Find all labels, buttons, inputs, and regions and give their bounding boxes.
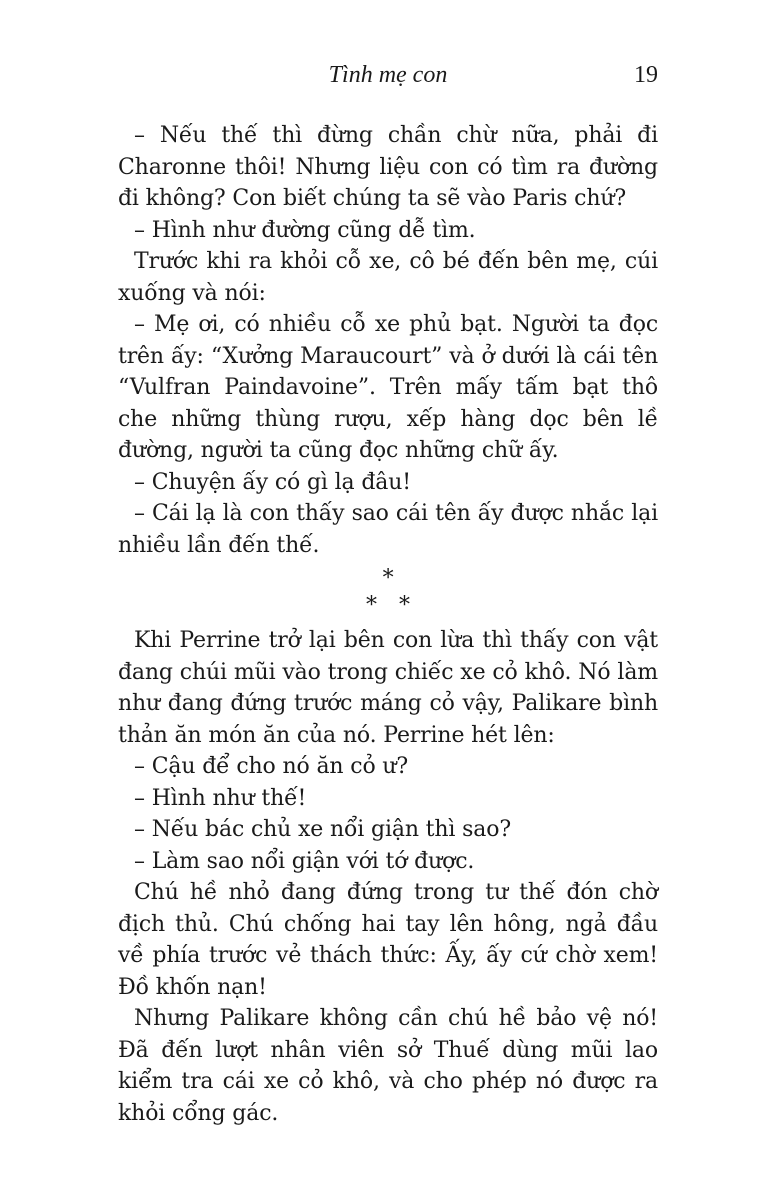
page-header: [118, 62, 658, 92]
book-page: [118, 62, 658, 1129]
separator-asterisks-bottom: **: [366, 593, 432, 618]
separator-asterisk-top: *: [382, 566, 394, 591]
paragraph: – Hình như thế!: [134, 785, 307, 811]
paragraph: Trước khi ra khỏi cỗ xe, cô bé đến bên mẹ, cúi xuống và nói:: [118, 249, 658, 306]
paragraph: – Nếu thế thì đừng chần chừ nữa, phải đi Charonne thôi! Nhưng liệu con có tìm ra đường đi không? Con biết chúng ta sẽ vào Paris chứ?: [118, 123, 658, 211]
paragraph: – Cậu để cho nó ăn cỏ ư?: [134, 754, 409, 779]
paragraph: Khi Perrine trở lại bên con lừa thì thấy con vật đang chúi mũi vào trong chiếc xe cỏ khô. Nó làm như đang đứng trước máng cỏ vậy, Palikare bình thản ăn món ăn của nó. Perrine hét lên:: [118, 628, 658, 748]
section-separator: [118, 565, 658, 619]
running-title: Tình mẹ con: [328, 62, 448, 88]
paragraph: – Cái lạ là con thấy sao cái tên ấy được nhắc lại nhiều lần đến thế.: [118, 501, 658, 558]
page-number: 19: [634, 62, 658, 88]
paragraph: – Mẹ ơi, có nhiều cỗ xe phủ bạt. Người ta đọc trên ấy: “Xưởng Maraucourt” và ở dưới là cái tên “Vulfran Paindavoine”. Trên mấy tấm bạt thô che những thùng rượu, xếp hàng dọc bên lề đường, người ta cũng đọc những chữ ấy.: [118, 312, 658, 463]
paragraph: – Hình như đường cũng dễ tìm.: [134, 217, 476, 243]
paragraph: – Làm sao nổi giận với tớ được.: [134, 848, 475, 874]
paragraph: Nhưng Palikare không cần chú hề bảo vệ nó! Đã đến lượt nhân viên sở Thuế dùng mũi lao kiểm tra cái xe cỏ khô, và cho phép nó được ra khỏi cổng gác.: [118, 1006, 658, 1126]
paragraph: – Chuyện ấy có gì lạ đâu!: [134, 469, 411, 495]
paragraph: Chú hề nhỏ đang đứng trong tư thế đón chờ địch thủ. Chú chống hai tay lên hông, ngả đầu về phía trước vẻ thách thức: Ấy, ấy cứ chờ xem! Đồ khốn nạn!: [118, 880, 658, 1000]
paragraph: – Nếu bác chủ xe nổi giận thì sao?: [134, 817, 511, 842]
page-body: [118, 120, 658, 1129]
